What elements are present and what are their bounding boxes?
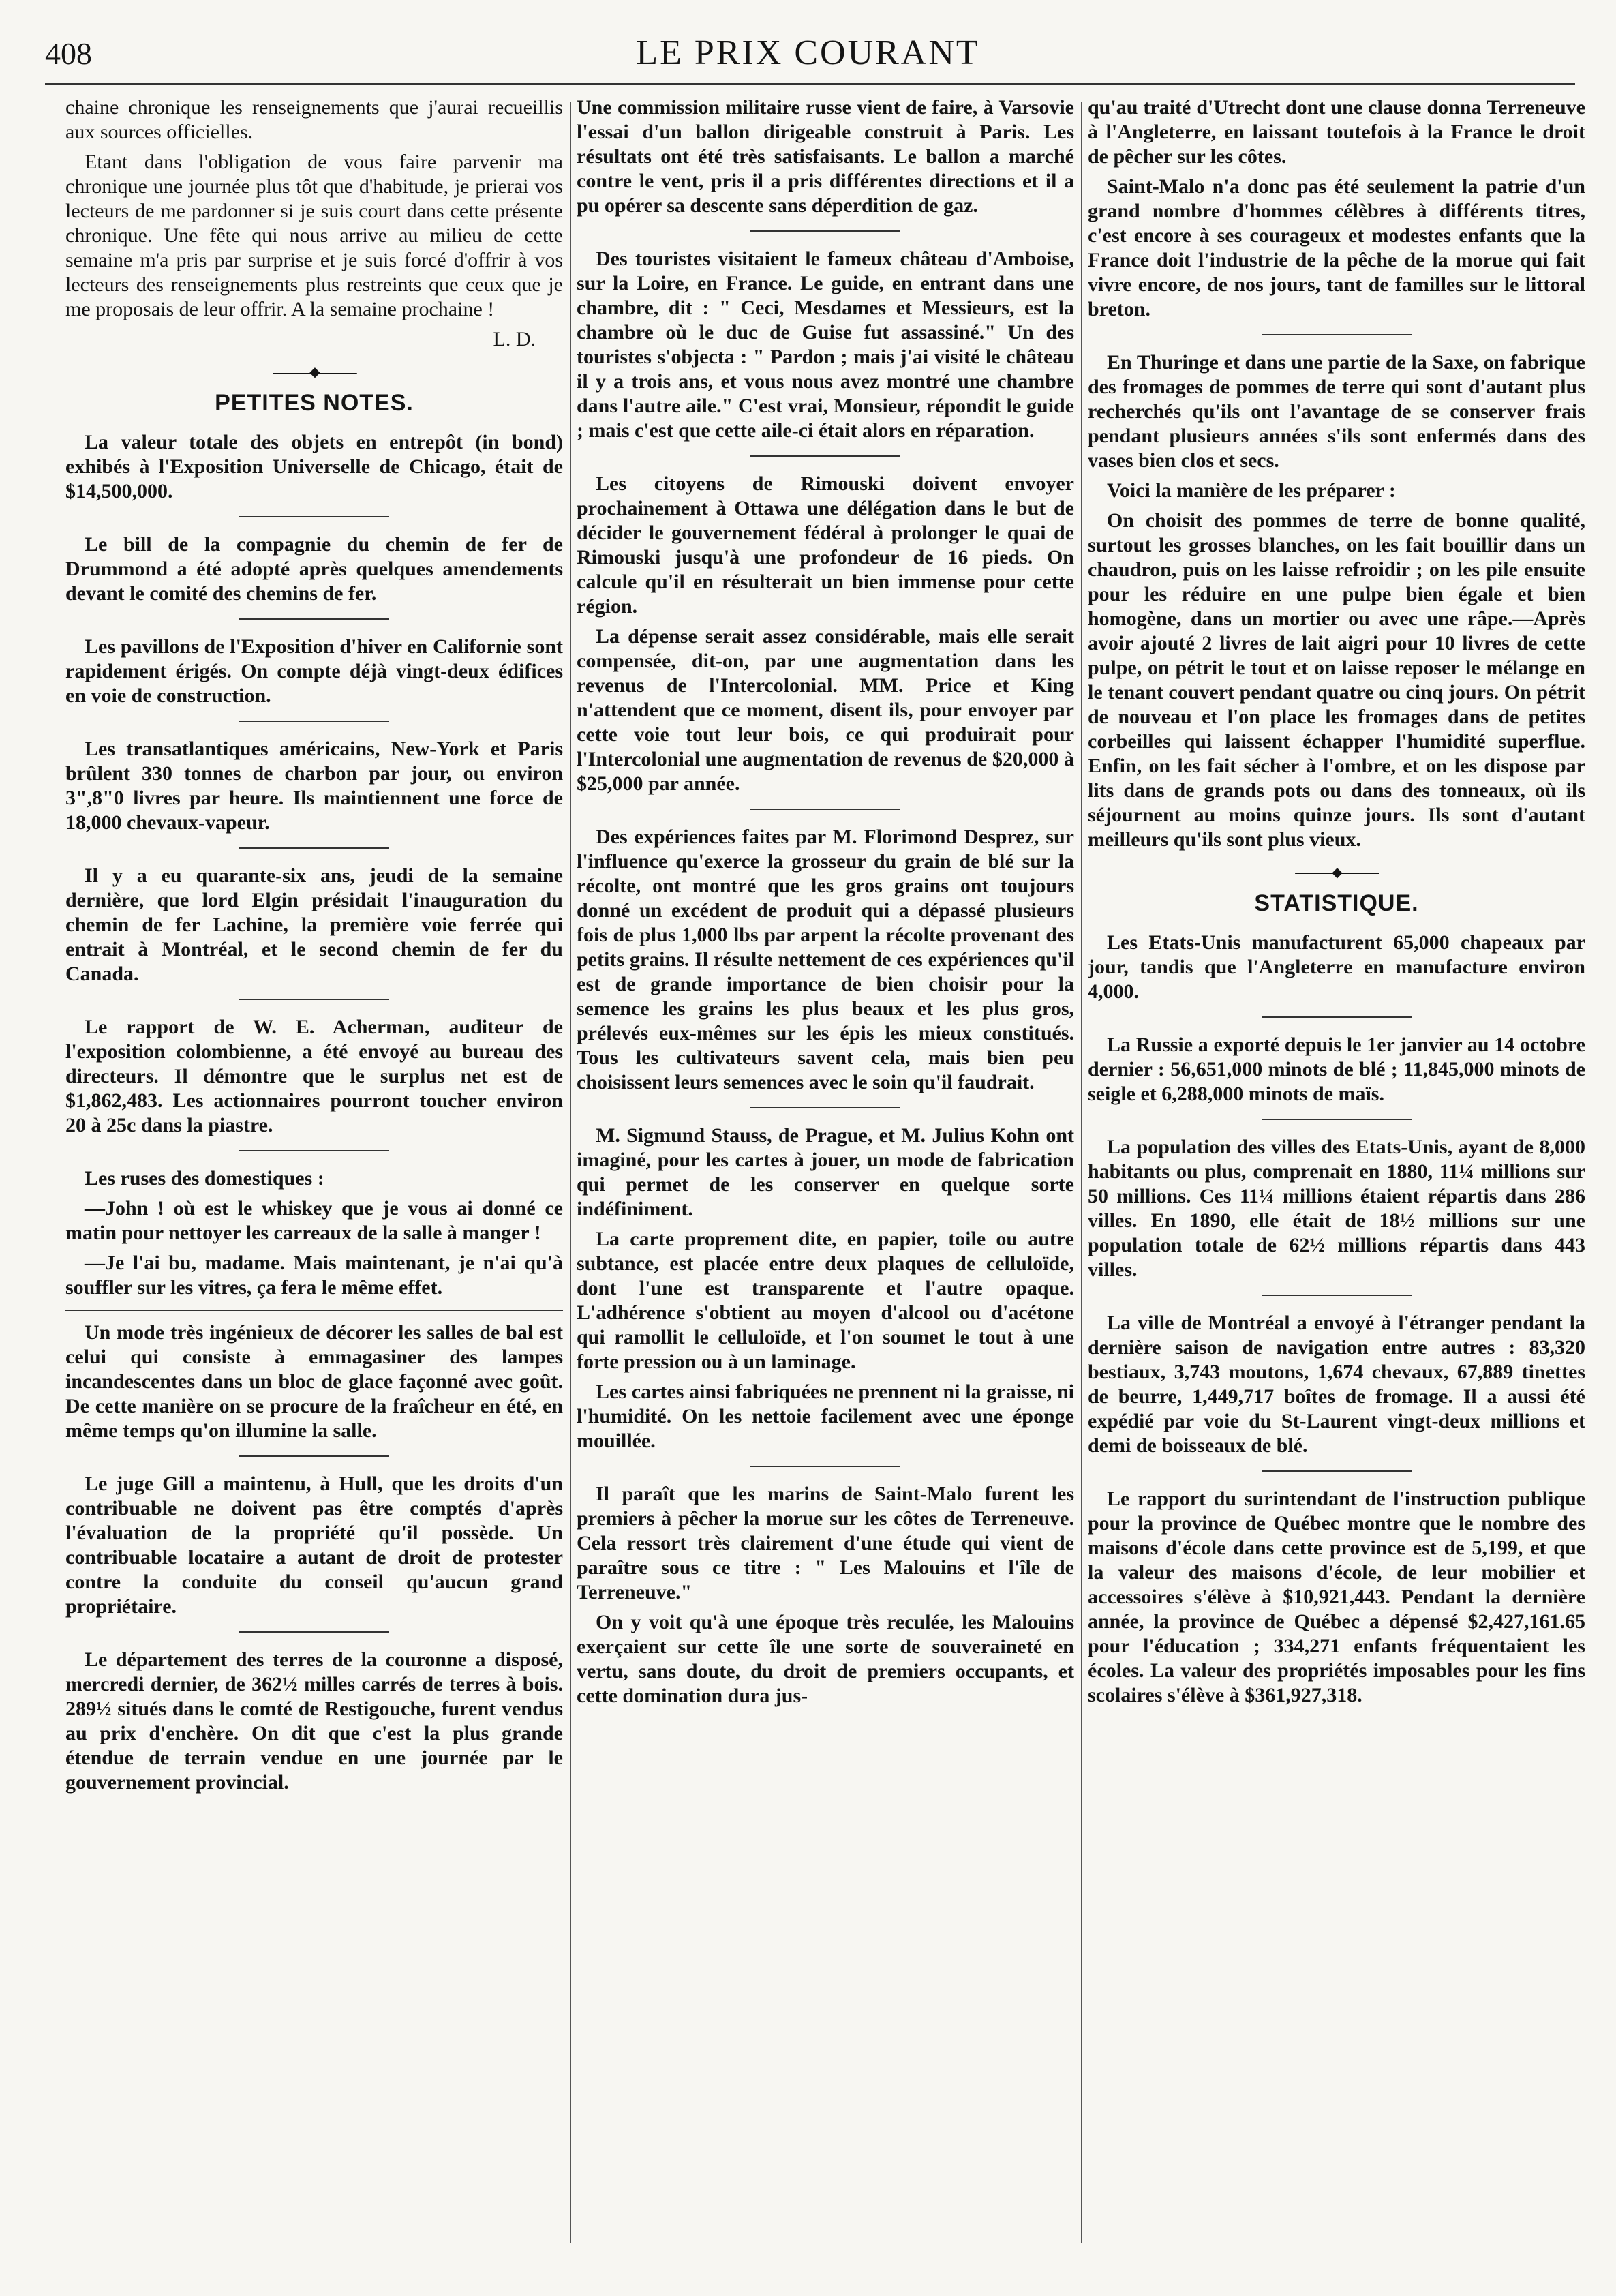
- news-item: Le département des terres de la couronne a disposé, mercredi dernier, de 362½ milles carrés de terres à bois. 289½ situés dans le comté de Restigouche, furent vendus au prix d'enchère. On dit que c'est la plus grande étendue de terrain vendue en une journée par le gouvernement provincial.: [65, 1648, 563, 1794]
- item-separator: [239, 1455, 389, 1457]
- item-separator: [1262, 334, 1412, 335]
- item-separator: [239, 999, 389, 1000]
- column-divider: [570, 102, 571, 2243]
- chronicle-signature: L. D.: [493, 328, 536, 350]
- statistic-item: La population des villes des Etats-Unis, ayant de 8,000 habitants ou plus, comprenait en 1880, 11¼ millions sur 50 millions. Ces 11¼ millions étaient répartis dans 286 villes. En 1890, elle était de 18½ millions sur une population totale de 62½ millions répartis dans 443 villes.: [1088, 1136, 1585, 1281]
- news-item: La valeur totale des objets en entrepôt (in bond) exhibés à l'Exposition Universelle de Chicago, était de $14,500,000.: [65, 431, 563, 502]
- news-item: En Thuringe et dans une partie de la Saxe, on fabrique des fromages de pommes de terre qui sont d'autant plus recherchés qu'ils ont l'avantage de se conserver frais pendant plusieurs années s'ils sont enfermés dans des vases bien clos et secs.: [1088, 351, 1585, 472]
- ornament-divider: ———◆———: [1295, 865, 1378, 880]
- news-item: Les pavillons de l'Exposition d'hiver en Californie sont rapidement érigés. On compte déjà vingt-deux édifices en voie de construction.: [65, 635, 563, 707]
- item-separator: [750, 1466, 900, 1467]
- journal-title: LE PRIX COURANT: [636, 33, 980, 72]
- news-item: M. Sigmund Stauss, de Prague, et M. Julius Kohn ont imaginé, pour les cartes à jouer, un mode de fabrication qui permet de les conserver en quelque sorte indéfiniment.: [577, 1124, 1074, 1220]
- news-item: Voici la manière de les préparer :: [1107, 479, 1396, 502]
- news-item: On y voit qu'à une époque très reculée, les Malouins exerçaient sur cette île une sorte de souveraineté en vertu, sans doute, du droit de premiers occupants, et cette domination dura jus-: [577, 1611, 1074, 1707]
- column-1: [65, 95, 563, 2250]
- item-separator: [239, 721, 389, 722]
- chronicle-paragraph: chaine chronique les renseignements que j'aurai recueillis aux sources officielles.: [65, 96, 563, 143]
- news-item: Une commission militaire russe vient de faire, à Varsovie l'essai d'un ballon dirigeable construit à Paris. Les résultats ont été très satisfaisants. Le ballon a marché contre le vent, pris il a pris différentes directions et il a pu opérer sa descente sans déperdition de gaz.: [577, 96, 1074, 217]
- news-item: Le juge Gill a maintenu, à Hull, que les droits d'un contribuable ne doivent pas être comptés d'après l'évaluation de la propriété qu'il possède. Un contribuable locataire a autant de droit de protester contre la conduite du conseil qu'aucun grand propriétaire.: [65, 1472, 563, 1618]
- item-separator: [750, 455, 900, 457]
- news-item: Les transatlantiques américains, New-York et Paris brûlent 330 tonnes de charbon par jour, ou environ 3",8"0 livres par heure. Ils maintiennent une force de 18,000 chevaux-vapeur.: [65, 738, 563, 834]
- statistic-item: Le rapport du surintendant de l'instruction publique pour la province de Québec montre que le nombre des maisons d'école dans cette province est de 5,199, et que la valeur des maisons d'école, de leur mobilier et accessoires s'élève à $10,921,443. Pendant la dernière année, la province de Québec a dépensé $2,427,161.65 pour l'éducation ; 334,271 enfants fréquentaient les écoles. La valeur des propriétés imposables pour les fins scolaires s'élève à $361,927,318.: [1088, 1487, 1585, 1706]
- item-separator: [1262, 1470, 1412, 1472]
- statistic-item: La Russie a exporté depuis le 1er janvier au 14 octobre dernier : 56,651,000 minots de blé ; 11,845,000 minots de seigle et 6,288,000 minots de maïs.: [1088, 1033, 1585, 1105]
- item-separator: [239, 847, 389, 849]
- news-item: La carte proprement dite, en papier, toile ou autre subtance, est placée entre deux plaques de celluloïde, dont l'une est transparente et l'autre opaque. L'adhérence s'obtient au moyen d'alcool ou d'acétone qui ramollit le celluloïde, et l'on soumet le tout à une forte pression ou à un laminage.: [577, 1228, 1074, 1373]
- section-title-statistique: STATISTIQUE.: [1254, 890, 1419, 916]
- news-item: Un mode très ingénieux de décorer les salles de bal est celui qui consiste à emmagasiner des lampes incandescentes dans un bloc de glace façonné avec goût. De cette manière on se procure de la fraîcheur en été, en même temps qu'on illumine la salle.: [65, 1321, 563, 1442]
- news-item: Les cartes ainsi fabriquées ne prennent ni la graisse, ni l'humidité. On les nettoie facilement avec une éponge mouillée.: [577, 1380, 1074, 1452]
- news-item: Des expériences faites par M. Florimond Desprez, sur l'influence qu'exerce la grosseur du grain de blé sur la récolte, ont montré que les gros grains ont toujours donné un excédent de produit qui a dépassé plusieurs fois de plus 1,000 lbs par arpent la récolte provenant des petits grains. Il résulte nettement de ces expériences qu'il est de grande importance de bien choisir pour la semence les grains les plus beaux et les plus gros, prélevés eux-mêmes sur les épis les mieux constitués. Tous les cultivateurs savent cela, mais bien peu choisissent leurs semences avec le soin qu'il faudrait.: [577, 826, 1074, 1093]
- news-item: Les citoyens de Rimouski doivent envoyer prochainement à Ottawa une délégation dans le but de décider le gouvernement fédéral à prolonger le quai de Rimouski jusqu'à une profondeur de 16 pieds. On calcule qu'il en résulterait un bien immense pour cette région.: [577, 472, 1074, 618]
- header-rule: [45, 83, 1575, 85]
- statistic-item: La ville de Montréal a envoyé à l'étranger pendant la dernière saison de navigation entre autres : 83,320 bestiaux, 3,743 moutons, 1,674 chevaux, 67,889 tinettes de beurre, 1,449,717 boîtes de fromage. Il a aussi été expédié par voie du St-Laurent vingt-deux millions et demi de boisseaux de blé.: [1088, 1312, 1585, 1457]
- news-item: —Je l'ai bu, madame. Mais maintenant, je n'ai qu'à souffler sur les vitres, ça fera le même effet.: [65, 1252, 563, 1299]
- news-item: La dépense serait assez considérable, mais elle serait compensée, dit-on, par une augmentation dans les revenus de l'Intercolonial. MM. Price et King n'attendent que ce moment, disent ils, pour envoyer par cette voie tout leur bois, ce qui produirait pour l'Intercolonial une augmentation de revenus de $20,000 à $25,000 par année.: [577, 625, 1074, 795]
- statistic-item: Les Etats-Unis manufacturent 65,000 chapeaux par jour, tandis que l'Angleterre en manufacture environ 4,000.: [1088, 931, 1585, 1003]
- item-separator: [65, 1310, 563, 1311]
- item-separator: [239, 1631, 389, 1633]
- news-item: Il y a eu quarante-six ans, jeudi de la semaine dernière, que lord Elgin présidait l'inauguration du chemin de fer Lachine, la première voie ferrée qui entrait à Montréal, et le second chemin de fer du Canada.: [65, 864, 563, 985]
- news-item: Les ruses des domestiques :: [85, 1167, 324, 1190]
- column-divider: [1081, 102, 1082, 2243]
- column-3: [1088, 95, 1585, 2250]
- item-separator: [750, 230, 900, 232]
- news-item: Des touristes visitaient le fameux château d'Amboise, sur la Loire, en France. Le guide, en entrant dans une chambre, dit : " Ceci, Mesdames et Messieurs, est la chambre où le duc de Guise fut assassiné." Un des touristes s'objecta : " Pardon ; mais j'ai visité le château il y a trois ans, et vous nous avez montré une chambre dans l'autre aile." C'est vrai, Monsieur, répondit le guide ; mais c'est que cette aile-ci était alors en réparation.: [577, 247, 1074, 442]
- section-title-petites-notes: PETITES NOTES.: [215, 390, 414, 416]
- page-header: [0, 0, 1616, 95]
- item-separator: [750, 1107, 900, 1108]
- ornament-divider: ———◆———: [273, 365, 356, 380]
- news-item: qu'au traité d'Utrecht dont une clause donna Terreneuve à l'Angleterre, en laissant toutefois à la France le droit de pêcher sur les côtes.: [1088, 96, 1585, 168]
- item-separator: [750, 809, 900, 810]
- news-item: Le rapport de W. E. Acherman, auditeur de l'exposition colombienne, a été envoyé au bureau des directeurs. Il démontre que le surplus net est de $1,862,483. Les actionnaires pourront toucher environ 20 à 25c dans la piastre.: [65, 1016, 563, 1136]
- item-separator: [1262, 1119, 1412, 1120]
- page-number: 408: [45, 36, 92, 71]
- item-separator: [1262, 1295, 1412, 1296]
- news-item: Il paraît que les marins de Saint-Malo furent les premiers à pêcher la morue sur les côtes de Terreneuve. Cela ressort très clairement d'une étude qui vient de paraître sous ce titre : " Les Malouins et l'île de Terreneuve.": [577, 1483, 1074, 1603]
- news-item: —John ! où est le whiskey que je vous ai donné ce matin pour nettoyer les carreaux de la salle à manger !: [65, 1197, 563, 1244]
- item-separator: [239, 618, 389, 620]
- news-item: On choisit des pommes de terre de bonne qualité, surtout les grosses blanches, on les fait bouillir dans un chaudron, puis on les laisse refroidir ; on les pile ensuite pour les réduire en une pulpe bien égale et bien homogène, dans un mortier ou avec une râpe.—Après avoir ajouté 2 livres de lait aigri pour 10 livres de cette pulpe, on pétrit le tout et on laisse reposer le mélange en le tenant couvert pendant quatre ou cinq jours. On pétrit de nouveau et l'on place les fromages dans de petites corbeilles qui laissent échapper l'humidité superflue. Enfin, on les fait sécher à l'ombre, et on les dispose par lits dans de grands pots ou dans des tonneaux, où ils séjournent au moins quinze jours. Ils sont d'autant meilleurs qu'ils sont plus vieux.: [1088, 509, 1585, 851]
- item-separator: [239, 516, 389, 517]
- column-2: [577, 95, 1074, 2250]
- item-separator: [239, 1150, 389, 1151]
- news-item: Saint-Malo n'a donc pas été seulement la patrie d'un grand nombre d'hommes célèbres à différents titres, c'est encore à ses courageux et modestes enfants que la France doit l'industrie de la pêche de la morue qui fait vivre encore, de nos jours, tant de familles sur le littoral breton.: [1088, 175, 1585, 320]
- news-item: Le bill de la compagnie du chemin de fer de Drummond a été adopté après quelques amendements devant le comité des chemins de fer.: [65, 533, 563, 605]
- chronicle-paragraph: Etant dans l'obligation de vous faire parvenir ma chronique une journée plus tôt que d'habitude, je prierai vos lecteurs de me pardonner si je suis court dans cette présente chronique. Une fête qui nous arrive au milieu de cette semaine m'a pris par surprise et je suis forcé d'offrir à vos lecteurs des renseignements plus restreints que ceux que je me proposais de leur offrir. A la semaine prochaine !: [65, 151, 563, 320]
- item-separator: [1262, 1016, 1412, 1018]
